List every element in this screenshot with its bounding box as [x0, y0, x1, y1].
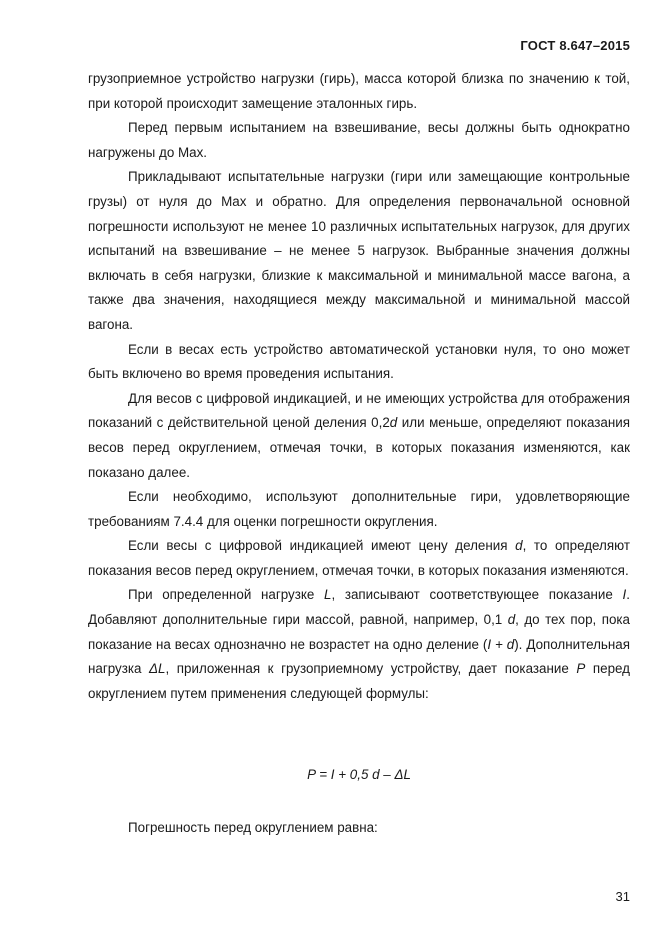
- formula: P = I + 0,5 d – ΔL: [307, 767, 411, 782]
- text-run: , до тех пор, пока показание на весах однозначно не возрастет на одно деление (: [88, 612, 631, 652]
- text-run: , приложенная к грузоприемному устройству, дает показание: [165, 661, 577, 677]
- paragraph: [88, 583, 630, 706]
- italic-symbol: L: [324, 587, 332, 603]
- paragraph: [88, 534, 630, 583]
- italic-symbol: d: [389, 415, 398, 431]
- italic-symbol: I: [622, 587, 627, 603]
- text-run: При определенной нагрузке: [128, 587, 324, 603]
- paragraph: [88, 165, 630, 337]
- text-run: Если весы с цифровой индикацией имеют цену деления: [128, 538, 516, 554]
- text-run: или меньше, определяют показания весов перед округлением, отмечая точки, в которых показания изменяются, как показано далее.: [88, 415, 630, 480]
- italic-symbol: ΔL: [149, 661, 166, 677]
- text-run: Для весов с цифровой индикацией, и не имеющих устройства для отображения показаний с действительной ценой деления 0,2: [88, 390, 630, 431]
- text-run: . Добавляют дополнительные гири массой, равной, например, 0,1: [88, 587, 631, 628]
- italic-symbol: d: [515, 538, 523, 554]
- paragraph: [88, 116, 630, 165]
- text-run: Перед первым испытанием на взвешивание, весы должны быть однократно нагружены до Max.: [88, 120, 630, 160]
- italic-symbol: I + d: [487, 636, 515, 652]
- text-run: Если необходимо, используют дополнительные гири, удовлетворяющие требованиям 7.4.4 для оценки погрешности округления.: [88, 489, 630, 529]
- italic-symbol: P: [576, 661, 586, 677]
- italic-symbol: d: [507, 612, 516, 628]
- text-after-formula: Погрешность перед округлением равна:: [128, 820, 378, 835]
- paragraph: [88, 67, 630, 116]
- text-run: Если в весах есть устройство автоматической установки нуля, то оно может быть включено во время проведения испытания.: [88, 341, 630, 382]
- text-run: ). Дополнительная нагрузка: [88, 636, 630, 677]
- text-run: , записывают соответствующее показание: [331, 587, 623, 603]
- paragraph: [88, 338, 630, 387]
- text-run: грузоприемное устройство нагрузки (гирь), масса которой близка по значению к той, при которой происходит замещение эталонных гирь.: [88, 71, 630, 111]
- paragraph: [88, 485, 630, 534]
- paragraph: [88, 387, 630, 485]
- page-number: 31: [615, 889, 630, 904]
- standard-header: ГОСТ 8.647–2015: [520, 38, 630, 53]
- body-text: [88, 67, 630, 706]
- text-run: перед округлением путем применения следующей формулы:: [88, 661, 630, 701]
- text-run: Прикладывают испытательные нагрузки (гири или замещающие контрольные грузы) от нуля до Max и обратно. Для определения первоначальной основной погрешности используют не менее 10 различных испытательных нагрузок, для других испытаний на взвешивание – не менее 5 нагрузок. Выбранные значения должны включать в себя нагрузки, близкие к максимальной и минимальной массе вагона, а также два значения, находящиеся между максимальной и минимальной массой вагона.: [88, 169, 630, 332]
- text-run: , то определяют показания весов перед округлением, отмечая точки, в которых показания изменяются.: [88, 538, 631, 578]
